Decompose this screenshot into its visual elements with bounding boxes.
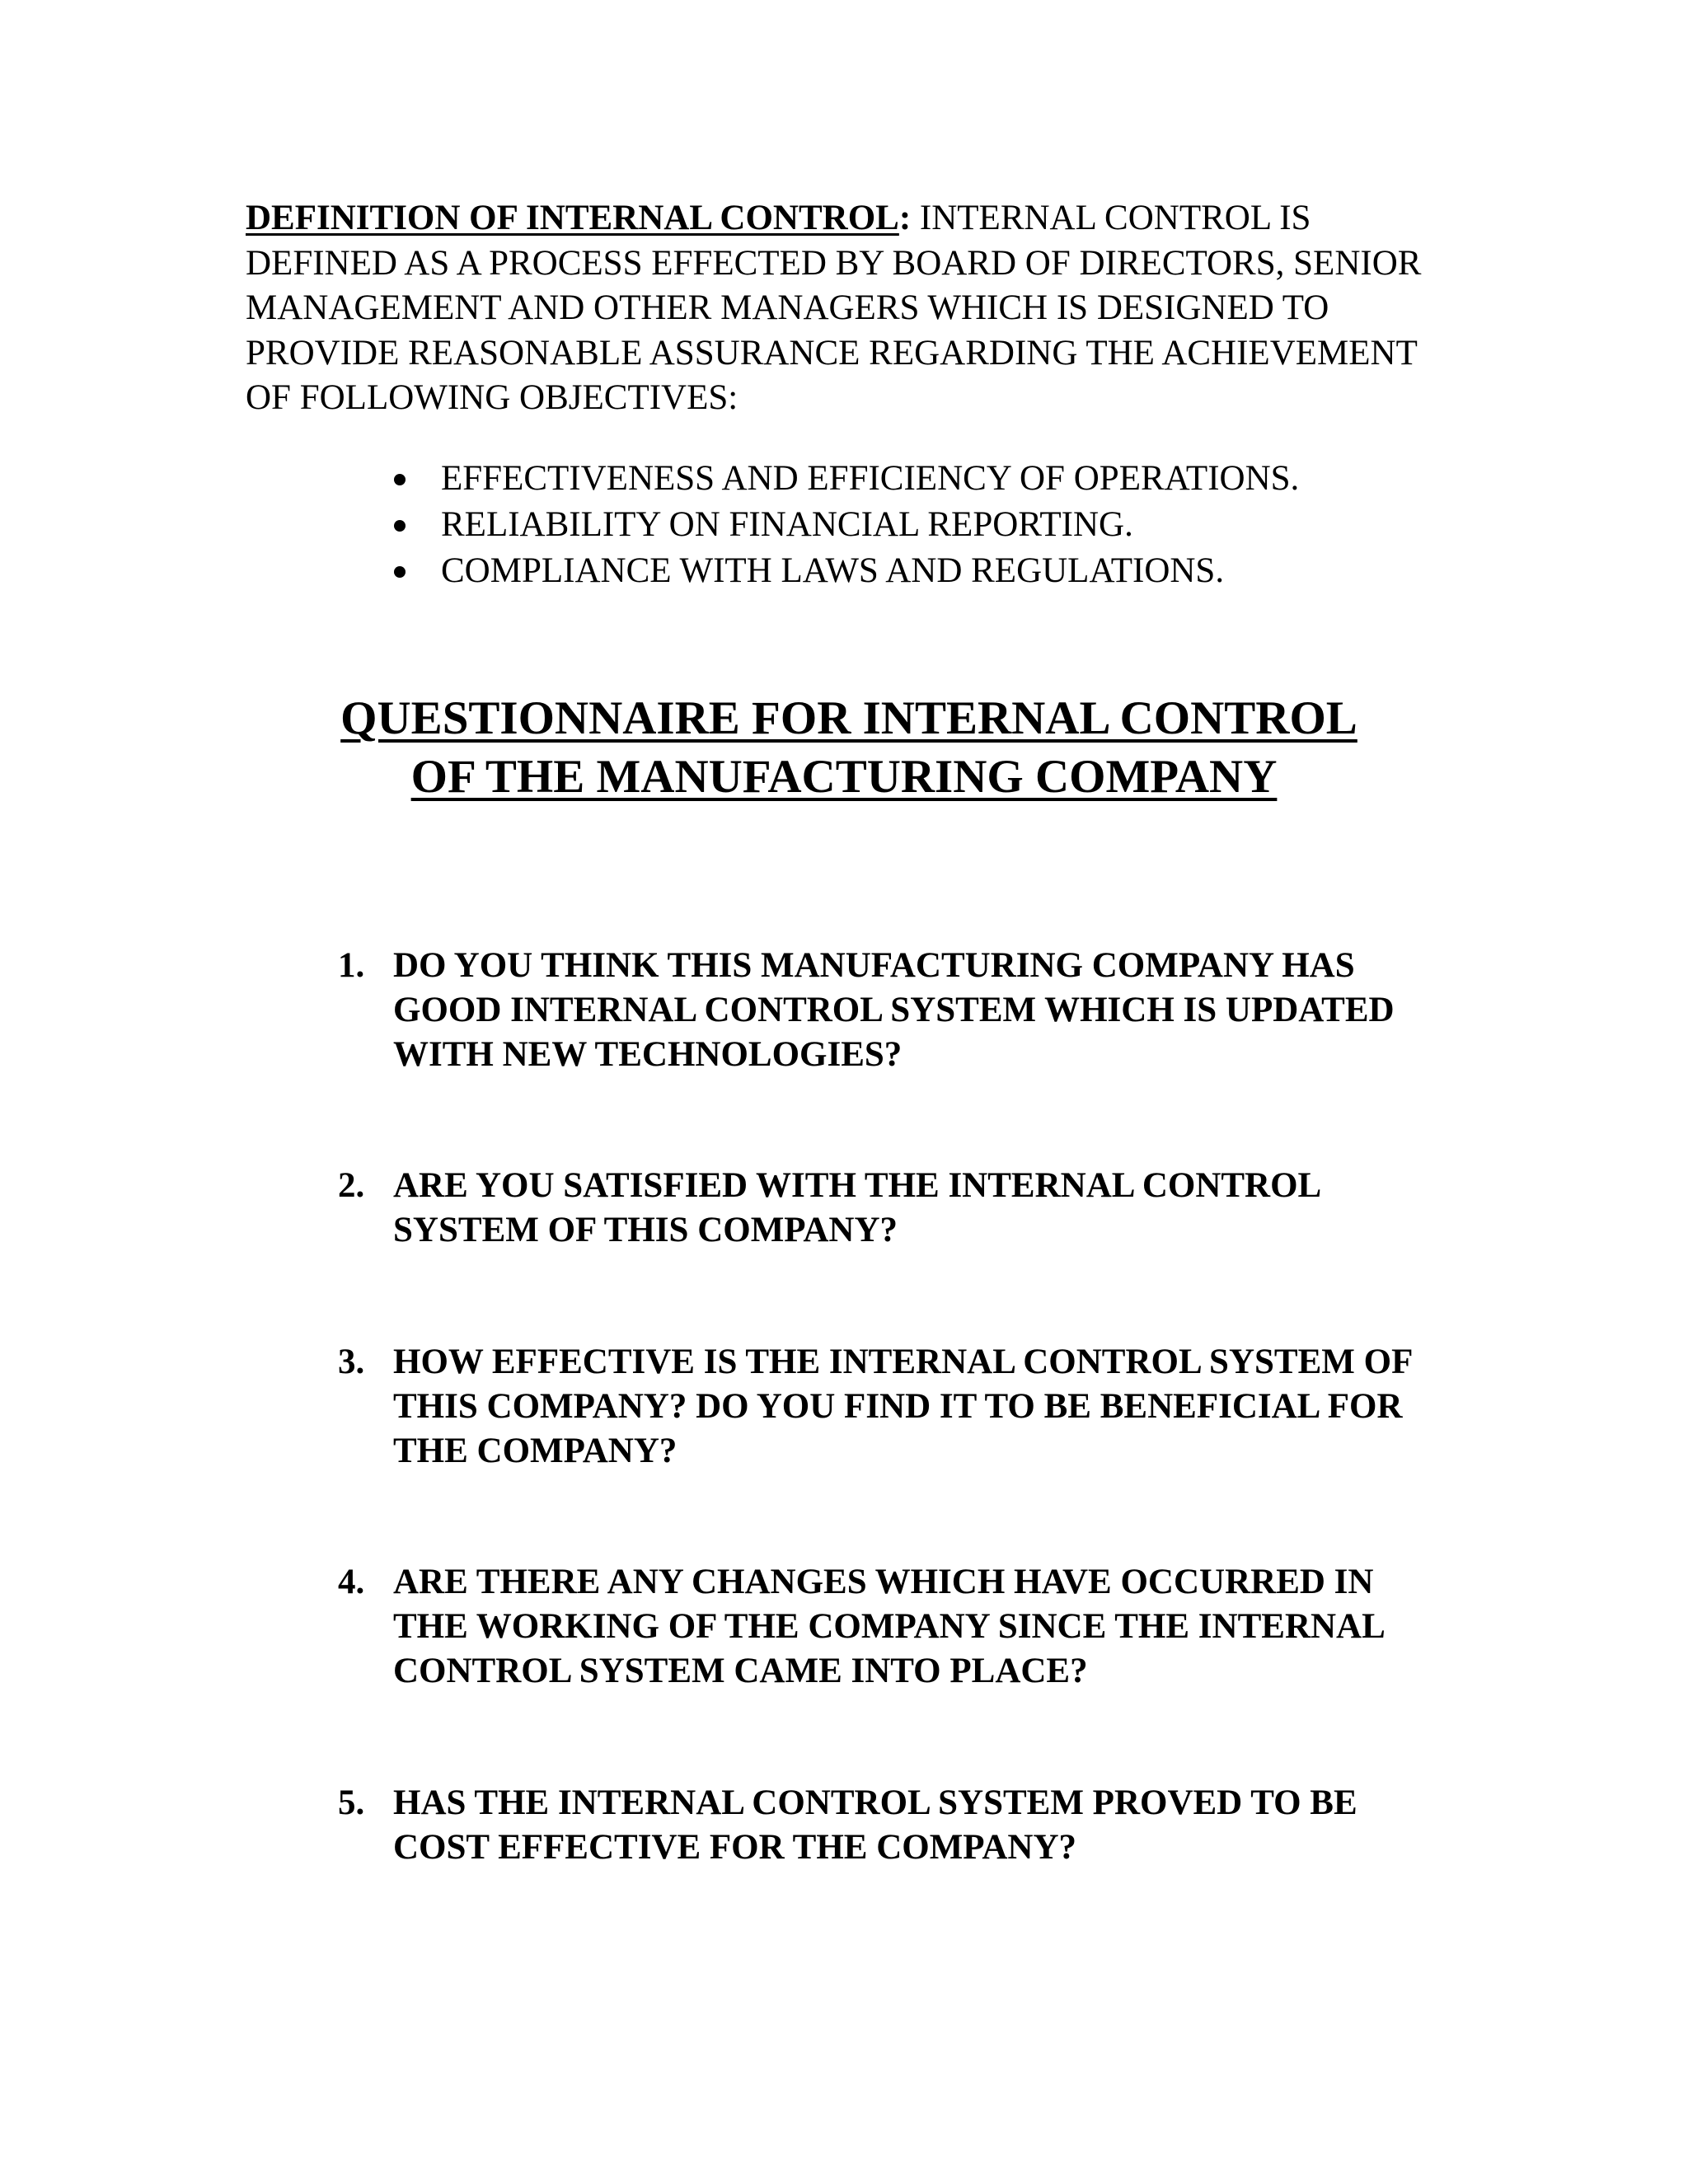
question-text: HOW EFFECTIVE IS THE INTERNAL CONTROL SYSTEM OF THIS COMPANY? DO YOU FIND IT TO BE BENEFICIAL FOR THE COMPANY? xyxy=(393,1343,1412,1470)
question-number: 4. xyxy=(338,1563,365,1601)
objectives-list xyxy=(392,456,1299,594)
objective-item xyxy=(392,456,1299,502)
heading-line-2: OF THE MANUFACTURING COMPANY xyxy=(410,751,1278,803)
bullet-icon xyxy=(394,474,406,485)
question-number: 3. xyxy=(338,1343,365,1381)
question-number: 5. xyxy=(338,1783,365,1822)
question-text: ARE THERE ANY CHANGES WHICH HAVE OCCURRED IN THE WORKING OF THE COMPANY SINCE THE INTERNAL CONTROL SYSTEM CAME INTO PLACE? xyxy=(393,1563,1384,1690)
objective-text: COMPLIANCE WITH LAWS AND REGULATIONS. xyxy=(441,551,1225,590)
objective-text: EFFECTIVENESS AND EFFICIENCY OF OPERATIONS. xyxy=(441,459,1300,498)
question-text: DO YOU THINK THIS MANUFACTURING COMPANY HAS GOOD INTERNAL CONTROL SYSTEM WHICH IS UPDATED WITH NEW TECHNOLOGIES? xyxy=(393,946,1395,1074)
question-number: 1. xyxy=(338,946,365,985)
question-item xyxy=(338,1164,1451,1253)
bullet-icon xyxy=(394,520,406,532)
bullet-icon xyxy=(394,566,406,578)
definition-term: DEFINITION OF INTERNAL CONTROL xyxy=(246,199,899,237)
definition-colon: : xyxy=(898,199,912,237)
question-item xyxy=(338,944,1451,1077)
question-number: 2. xyxy=(338,1166,365,1205)
heading-line-1: QUESTIONNAIRE FOR INTERNAL CONTROL xyxy=(340,692,1357,744)
objective-text: RELIABILITY ON FINANCIAL REPORTING. xyxy=(441,505,1133,544)
question-item xyxy=(338,1340,1451,1474)
definition-text: INTERNAL CONTROL IS DEFINED AS A PROCESS EFFECTED BY BOARD OF DIRECTORS, SENIOR MANAGEMENT AND OTHER MANAGERS WHICH IS DESIGNED TO PROVIDE REASONABLE ASSURANCE REGARDING THE ACHIEVEMENT OF FOLLOWING OBJECTIVES: xyxy=(246,199,1422,417)
question-item xyxy=(338,1781,1451,1870)
question-text: HAS THE INTERNAL CONTROL SYSTEM PROVED TO BE COST EFFECTIVE FOR THE COMPANY? xyxy=(393,1783,1357,1867)
questionnaire-heading xyxy=(0,689,1688,806)
question-item xyxy=(338,1560,1451,1694)
question-text: ARE YOU SATISFIED WITH THE INTERNAL CONTROL SYSTEM OF THIS COMPANY? xyxy=(393,1166,1320,1249)
definition-paragraph xyxy=(246,196,1441,421)
objective-item xyxy=(392,502,1299,548)
objective-item xyxy=(392,548,1299,594)
